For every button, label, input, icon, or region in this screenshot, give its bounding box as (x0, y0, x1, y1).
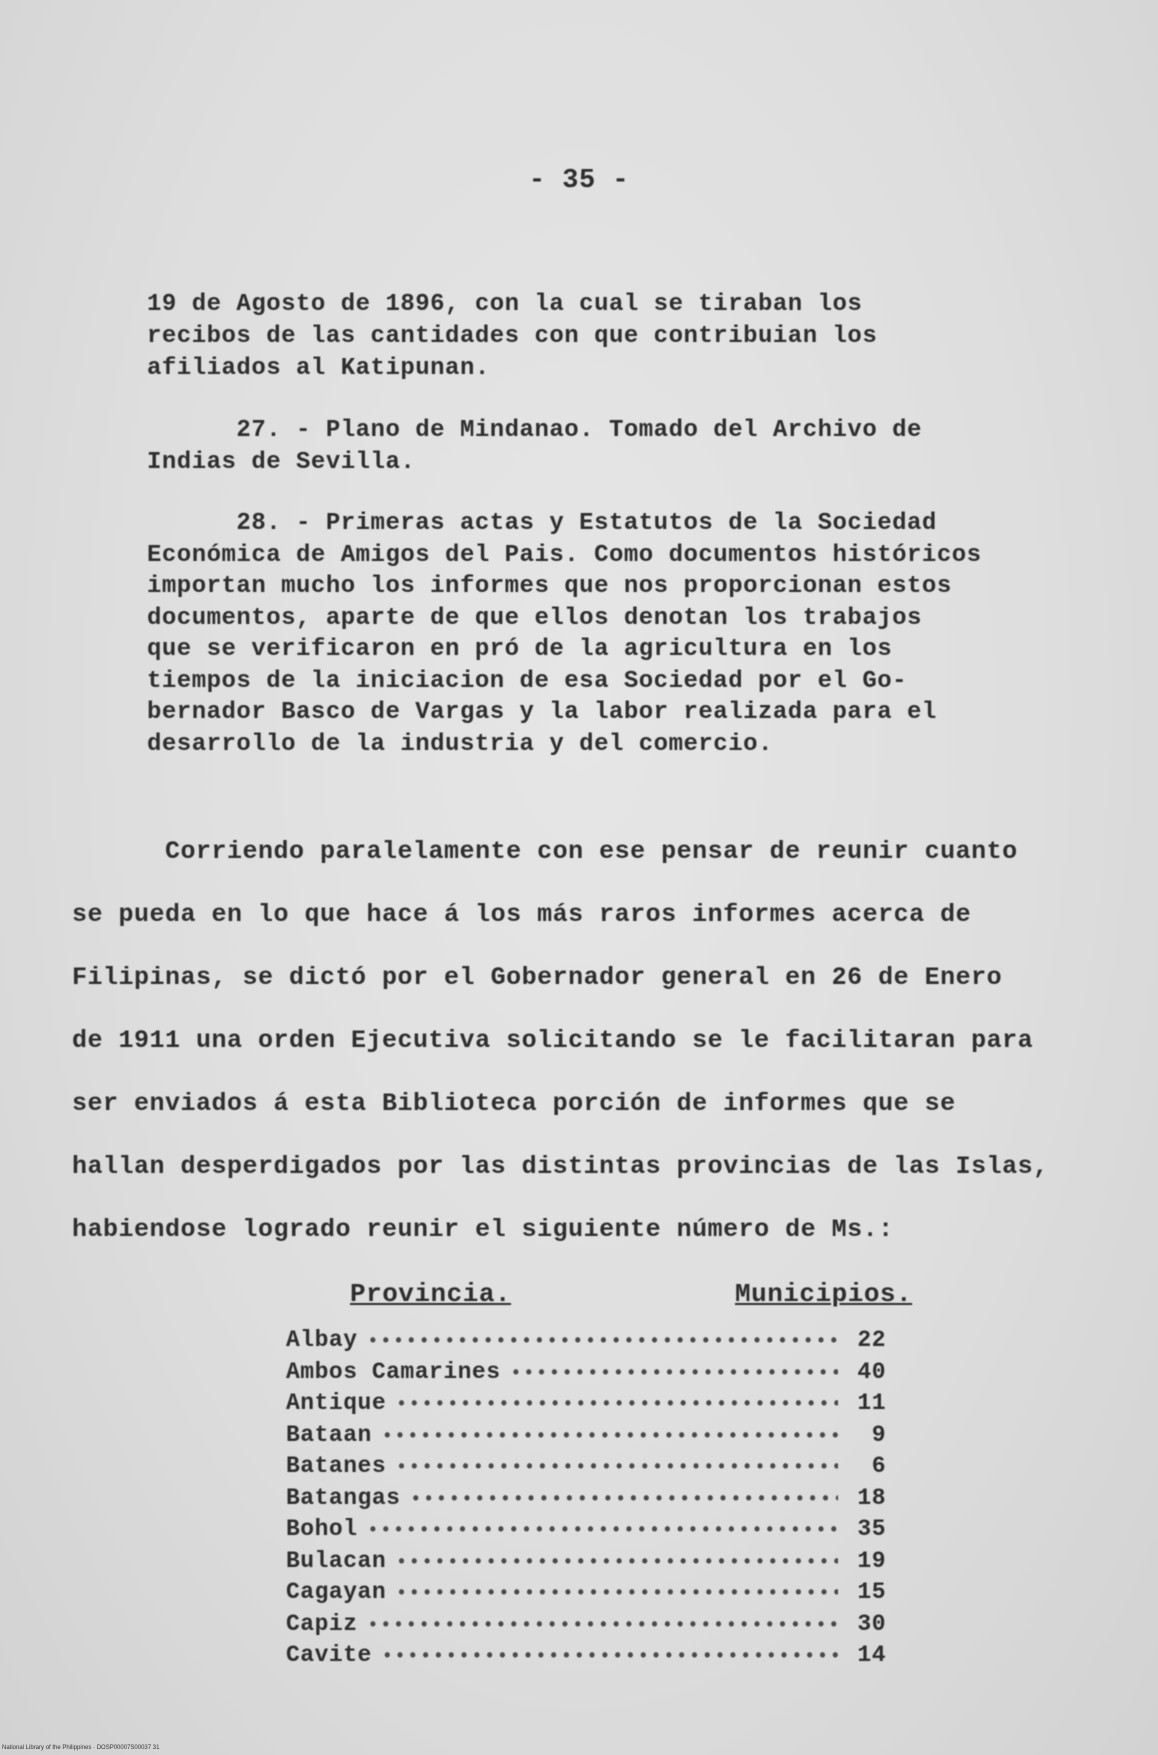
leader-dots (382, 1642, 838, 1674)
province-name: Bohol (286, 1516, 358, 1542)
text-line: documentos, aparte de que ellos denotan los trabajos (147, 604, 922, 632)
table-header-province: Provincia. (350, 1279, 512, 1309)
province-name: Bulacan (286, 1547, 387, 1574)
table-row (286, 1483, 886, 1515)
leader-dots (511, 1359, 838, 1391)
municipality-count: 11 (857, 1390, 886, 1416)
page-number: - 35 - (528, 166, 630, 196)
municipality-count: 19 (857, 1547, 886, 1574)
text-line: ser enviados á esta Biblioteca porción de informes que se (72, 1089, 956, 1118)
leader-dots (368, 1516, 838, 1548)
item-28-paragraph (147, 508, 982, 760)
municipality-count: 22 (857, 1327, 886, 1353)
leader-dots (396, 1579, 838, 1611)
leader-dots (396, 1390, 838, 1422)
province-table (286, 1325, 886, 1672)
text-line: tiempos de la iniciacion de esa Sociedad por el Go- (147, 667, 908, 695)
text-line: afiliados al Katipunan. (147, 355, 490, 382)
text-line: importan mucho los informes que nos proporcionan estos (147, 573, 952, 600)
text-line: 28. - Primeras actas y Estatutos de la Sociedad (147, 510, 937, 537)
municipality-count: 18 (857, 1484, 886, 1511)
text-line: habiendose logrado reunir el siguiente número de Ms.: (72, 1215, 894, 1244)
table-row (286, 1357, 886, 1389)
municipality-count: 35 (857, 1516, 886, 1542)
text-line: Económica de Amigos del Pais. Como documentos históricos (147, 541, 982, 569)
leader-dots (396, 1453, 838, 1485)
leader-dots (368, 1327, 838, 1359)
table-row (286, 1451, 886, 1483)
text-line: 27. - Plano de Mindanao. Tomado del Archivo de (147, 417, 922, 444)
table-row (286, 1325, 886, 1357)
continuation-paragraph (147, 289, 877, 385)
item-27-paragraph (147, 415, 922, 479)
table-row (286, 1546, 886, 1578)
municipality-count: 15 (857, 1579, 886, 1605)
text-line: que se verificaron en pró de la agricultura en los (147, 636, 893, 663)
table-row (286, 1388, 886, 1420)
text-line: bernador Basco de Vargas y la labor realizada para el (147, 699, 937, 726)
province-name: Capiz (286, 1610, 358, 1637)
leader-dots (368, 1611, 838, 1643)
text-line: se pueda en lo que hace á los más raros informes acerca de (72, 900, 972, 929)
text-line: desarrollo de la industria y del comercio. (147, 730, 773, 758)
table-row (286, 1514, 886, 1546)
text-line: Filipinas, se dictó por el Gobernador general en 26 de Enero (72, 963, 1003, 992)
province-name: Batangas (286, 1484, 401, 1511)
municipality-count: 30 (857, 1610, 886, 1637)
table-row (286, 1609, 886, 1641)
leader-dots (410, 1485, 838, 1517)
province-name: Cavite (286, 1642, 372, 1668)
municipality-count: 6 (871, 1453, 886, 1479)
table-row (286, 1577, 886, 1609)
province-name: Antique (286, 1390, 387, 1416)
table-row (286, 1420, 886, 1452)
municipality-count: 40 (857, 1358, 886, 1385)
province-name: Batanes (286, 1453, 387, 1479)
leader-dots (396, 1548, 838, 1580)
province-name: Cagayan (286, 1579, 387, 1605)
municipality-count: 14 (857, 1642, 886, 1668)
main-paragraph (72, 820, 1049, 1261)
leader-dots (382, 1422, 838, 1454)
footer-credit: National Library of the Philippines · DOSP00007S00037 31 (2, 1745, 160, 1751)
text-line: de 1911 una orden Ejecutiva solicitando se le facilitaran para (72, 1026, 1034, 1055)
text-line: Indias de Sevilla. (147, 449, 416, 476)
table-header-municipalities: Municipios. (735, 1279, 913, 1309)
text-line: 19 de Agosto de 1896, con la cual se tiraban los (147, 291, 863, 318)
municipality-count: 9 (871, 1421, 886, 1448)
province-name: Albay (286, 1327, 358, 1353)
province-name: Bataan (286, 1421, 372, 1448)
text-line: Corriendo paralelamente con ese pensar de reunir cuanto (72, 837, 1018, 866)
province-name: Ambos Camarines (286, 1358, 501, 1385)
text-line: hallan desperdigados por las distintas provincias de las Islas, (72, 1152, 1049, 1181)
text-line: recibos de las cantidades con que contribuian los (147, 323, 878, 350)
table-row (286, 1640, 886, 1672)
